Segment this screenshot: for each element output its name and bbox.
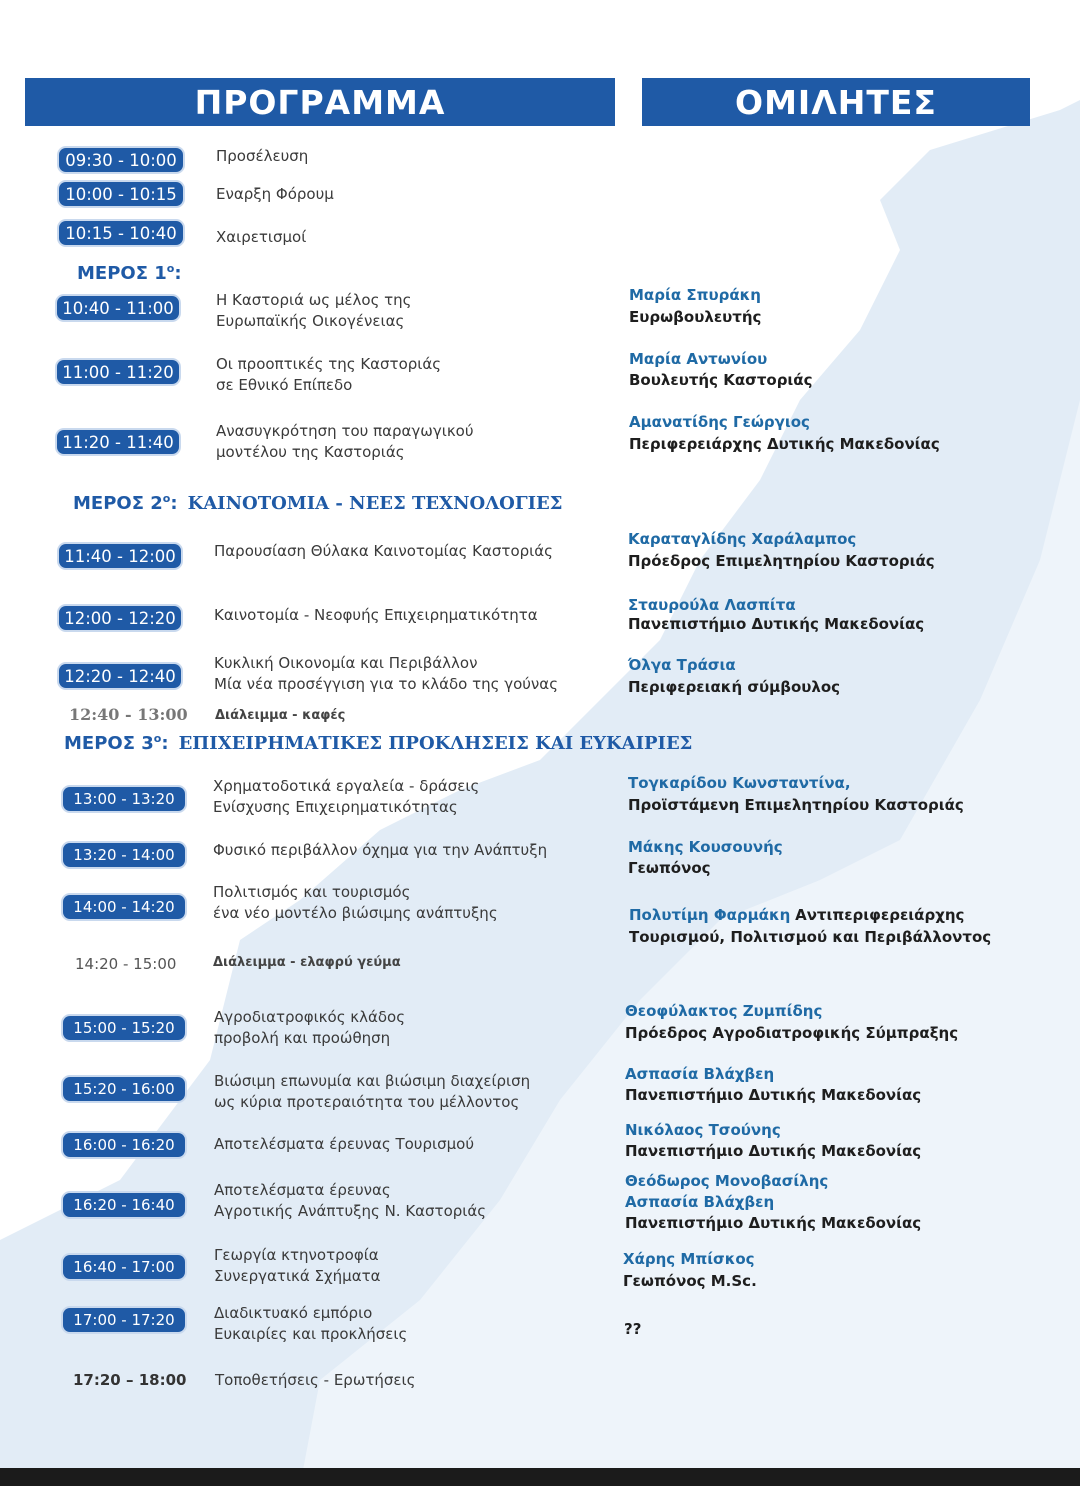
speaker-line [629, 905, 964, 926]
time-pill: 16:20 - 16:40 [63, 1193, 185, 1217]
speaker-role: Γεωπόνος M.Sc. [623, 1272, 757, 1290]
speaker-role: Τουρισμού, Πολιτισμού και Περιβάλλοντος [629, 928, 992, 946]
program-header: ΠΡΟΓΡΑΜΜΑ [25, 78, 615, 126]
time-pill: 13:00 - 13:20 [63, 787, 185, 811]
speaker-role: Πανεπιστήμιο Δυτικής Μακεδονίας [625, 1086, 922, 1104]
speakers-header: ΟΜΙΛΗΤΕΣ [642, 78, 1030, 126]
speaker-name: Πολυτίμη Φαρμάκη [629, 906, 791, 924]
break-time: 14:20 - 15:00 [75, 955, 177, 973]
time-pill: 17:00 - 17:20 [63, 1308, 185, 1332]
session-title: Γεωργία κτηνοτροφία Συνεργατικά Σχήματα [214, 1246, 381, 1285]
speaker-role: Περιφερειακή σύμβουλος [628, 678, 841, 696]
speaker-role: Πανεπιστήμιο Δυτικής Μακεδονίας [625, 1214, 922, 1232]
session-title: Καινοτομία - Νεοφυής Επιχειρηματικότητα [214, 606, 538, 624]
time-pill: 15:00 - 15:20 [63, 1016, 185, 1040]
session-title: Οι προοπτικές της Καστοριάς σε Εθνικό Επίπεδο [216, 355, 442, 394]
session-title: Ανασυγκρότηση του παραγωγικού μοντέλου της Καστοριάς [216, 422, 474, 461]
session-title: Χαιρετισμοί [216, 228, 307, 246]
time-pill: 11:20 - 11:40 [57, 430, 179, 454]
speaker-role-inline: Αντιπεριφερειάρχης [795, 906, 965, 924]
speaker-name: Όλγα Τράσια [628, 656, 736, 674]
speaker-name: Μαρία Σπυράκη [629, 286, 761, 304]
session-title: Παρουσίαση Θύλακα Καινοτομίας Καστοριάς [214, 542, 553, 560]
speaker-name: Θεόδωρος Μονοβασίλης [625, 1172, 829, 1190]
speaker-name: Ασπασία Βλάχβεη [625, 1065, 775, 1083]
speaker-role: Γεωπόνος [628, 859, 711, 877]
time-pill: 15:20 - 16:00 [63, 1077, 185, 1101]
speaker-name-2: Ασπασία Βλάχβεη [625, 1193, 775, 1211]
time-pill: 10:15 - 10:40 [59, 221, 183, 245]
session-title: Βιώσιμη επωνυμία και βιώσιμη διαχείριση ως κύρια προτεραιότητα του μέλλοντος [214, 1072, 531, 1111]
bottom-bar [0, 1468, 1080, 1486]
speaker-name: Καραταγλίδης Χαράλαμπος [628, 530, 857, 548]
time-pill: 09:30 - 10:00 [59, 148, 183, 172]
speaker-name: Τογκαρίδου Κωνσταντίνα, [628, 774, 851, 792]
session-title: Η Καστοριά ως μέλος της Ευρωπαϊκής Οικογένειας [216, 291, 412, 330]
speaker-name: Χάρης Μπίσκος [623, 1250, 755, 1268]
speaker-role: Πανεπιστήμιο Δυτικής Μακεδονίας [628, 615, 925, 633]
part-heading: ΜΕΡΟΣ $1^o$: [77, 262, 182, 284]
speaker-name: Αμανατίδης Γεώργιος [629, 413, 810, 431]
speaker-role: Βουλευτής Καστοριάς [629, 371, 813, 389]
speaker-name: Μάκης Κουσουνής [628, 838, 783, 856]
speaker-role: Πανεπιστήμιο Δυτικής Μακεδονίας [625, 1142, 922, 1160]
session-title: Αγροδιατροφικός κλάδος προβολή και προώθηση [214, 1008, 406, 1047]
session-title: Εναρξη Φόρουμ [216, 185, 334, 203]
time-pill: 11:00 - 11:20 [57, 360, 179, 384]
speaker-name: Μαρία Αντωνίου [629, 350, 768, 368]
time-pill: 12:20 - 12:40 [59, 664, 181, 688]
time-pill: 11:40 - 12:00 [59, 544, 181, 568]
time-pill: 12:00 - 12:20 [59, 606, 181, 630]
closing-title: Τοποθετήσεις - Ερωτήσεις [215, 1371, 416, 1389]
speaker-name: Θεοφύλακτος Ζυμπίδης [625, 1002, 823, 1020]
time-pill: 16:40 - 17:00 [63, 1255, 185, 1279]
speaker-role: Ευρωβουλευτής [629, 308, 762, 326]
break-title: Διάλειμμα - καφές [215, 708, 346, 723]
session-title: Διαδικτυακό εμπόριο Ευκαιρίες και προκλήσεις [214, 1304, 408, 1343]
time-pill: 10:40 - 11:00 [57, 296, 179, 320]
break-time: 12:40 - 13:00 [69, 705, 188, 724]
speaker-name: Νικόλαος Τσούνης [625, 1121, 781, 1139]
break-title: Διάλειμμα - ελαφρύ γεύμα [213, 955, 401, 970]
session-title: Πολιτισμός και τουρισμός ένα νέο μοντέλο βιώσιμης ανάπτυξης [213, 883, 498, 922]
time-pill: 13:20 - 14:00 [63, 843, 185, 867]
closing-time: 17:20 – 18:00 [73, 1371, 187, 1389]
time-pill: 16:00 - 16:20 [63, 1133, 185, 1157]
speaker-name: Σταυρούλα Λασπίτα [628, 596, 796, 614]
session-title: Αποτελέσματα έρευνας Αγροτικής Ανάπτυξης Ν. Καστοριάς [214, 1181, 487, 1220]
speaker-role: ?? [624, 1320, 642, 1338]
session-title: Κυκλική Οικονομία και Περιβάλλον Μία νέα προσέγγιση για το κλάδο της γούνας [214, 654, 558, 693]
session-title: Φυσικό περιβάλλον όχημα για την Ανάπτυξη [213, 841, 548, 859]
session-title: Χρηματοδοτικά εργαλεία - δράσεις Ενίσχυσης Επιχειρηματικότητας [213, 777, 480, 816]
time-pill: 10:00 - 10:15 [59, 182, 183, 206]
time-pill: 14:00 - 14:20 [63, 895, 185, 919]
speaker-role: Περιφερειάρχης Δυτικής Μακεδονίας [629, 435, 940, 453]
speaker-role: Πρόεδρος Επιμελητηρίου Καστοριάς [628, 552, 935, 570]
session-title: Αποτελέσματα έρευνας Τουρισμού [214, 1135, 474, 1153]
speaker-role: Πρόεδρος Αγροδιατροφικής Σύμπραξης [625, 1024, 959, 1042]
part-heading: ΜΕΡΟΣ $3^o$: ΕΠΙΧΕΙΡΗΜΑΤΙΚΕΣ ΠΡΟΚΛΗΣΕΙΣ ΚΑΙ ΕΥΚΑΙΡΙΕΣ [64, 732, 693, 754]
speaker-role: Προϊστάμενη Επιμελητηρίου Καστοριάς [628, 796, 964, 814]
session-title: Προσέλευση [216, 147, 309, 165]
part-heading: ΜΕΡΟΣ $2^o$: ΚΑΙΝΟΤΟΜΙΑ - ΝΕΕΣ ΤΕΧΝΟΛΟΓΙΕΣ [73, 492, 563, 514]
